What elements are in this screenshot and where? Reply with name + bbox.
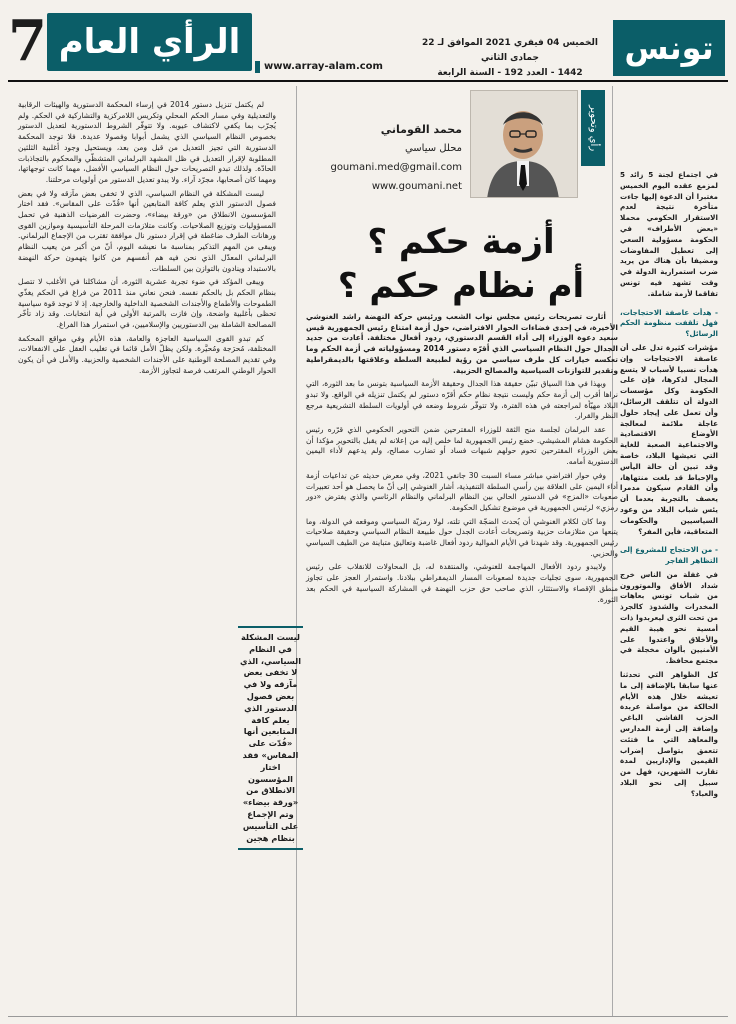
- paragraph: في اجتماع لجنة 5 زائد 5 لمزمع عقده اليوم الخميس مغتبرا أن الدعوة إليها جاءت متأخرة نتيجة لعدم الاستقرار الحكومي محملا «بعض الأطراف» في الحكومة مسؤولية السعي إلى تعطيل المفاوضات ومضيفا بأن هناك من يريد ضرب استمرارية الدولة في وقت تشهد فيه تونس تفاقما لأزمة شاملة.: [620, 170, 718, 298]
- newspaper-logo[interactable]: الرأي العام: [47, 13, 252, 71]
- paragraph: ليست المشكلة في النظام السياسي، الذي لا تخفى بعض مآزقه ولا في بعض فصول الدستور الذي يعلم كافة المتابعين أنها «قُدّت على المقاس». فقد اختار المؤسسون الانطلاق من «ورقة بيضاء»، وحضرت الفرضيات الذهنية في تحمل المسؤوليات وتوزيع الصلاحيات. وكانت متلازمات المرحلة التأسيسية وموازين القوى ورهانات الطرف ضاغطة في إقرار دستور نال موافقة تقترب من الإجماع البرلماني. ويبقى من المهم التذكير بمناسبة ما نعيشه اليوم، أنّ من أكبر من يعيب النظام البرلماني المعدّل الذي نحن فيه هم أنفسهم من كانوا يتهمون حركة النهضة بالاستبداد وينادون بالتوازن بين السلطات.: [18, 188, 276, 273]
- article-headline: [306, 220, 616, 308]
- author-website[interactable]: www.goumani.net: [371, 181, 462, 192]
- paragraph: لم يكتمل تنزيل دستور 2014 في إرساء المحكمة الدستورية والهيئات الرقابية والتعديلية وفي مسار الحكم المحلي وتكريس اللامركزية والتشاركية في الحكم. ولم يُجرّب بما يكفي لاكتشاف عيوبه. ولا تتوفّر الشروط الدستورية لتعديل الدستور بخصوص النظام السياسي الذي يشمل أبوابا وفصولا عديدة. فلا توجد المحكمة الدستورية التي تجيز التعديل من قبل ومن بعد، ويستحيل وجود أغلبية الثلثين المطلوبة لإقرار التعديل في ظل المشهد البرلماني المتشظّي والمحكوم بالتجاذبات الحادّة. ولذلك تبدو التصريحات حول النظام السياسي الأفضل، مهما كانت توجهاتها، ومهما كان أصحابها، مجرّد آراء. ولا يبدو تعديل الدستور من أولويات مرحلتنا.: [18, 100, 276, 184]
- date-line: الخميس 04 فيفري 2021 الموافق لـ 22 جمادى الثاني: [422, 38, 598, 63]
- article-body-middle: [306, 312, 618, 608]
- bottom-divider: [8, 1016, 728, 1017]
- right-sidebar-column: [620, 170, 718, 803]
- paragraph: مؤشرات كثيرة تدل على أن عاصفة الاحتجاجات وإن هدأت نسبيا لأسباب لا يتسع المجال لذكرها، فإن على الحكومة وكل مؤسسات الدولة أن تتلقف الرسائل، وأن تعمل على إيجاد حلول عاجلة ملائمة لمعالجة الأوضاع الاقتصادية والاجتماعية الصعبة للغاية التي تعيشها البلاد، خاصة وقد تبين أن حالة اليأس والإحباط قد بلغت منتهاها، وأن القادم سيكون مدمرا يعصف بالتجربة بعدما أن يئس شباب البلاد من وعود السياسيين والحكومات المتعاقبة، فأين المفر؟: [620, 342, 718, 536]
- paragraph: في غفلة من الناس خرج شداد الأفاق والموتورون من شباب تونس بعاهات المخدرات والشذوذ كالجرذ من تحت الثرى ليعربدوا ذات أمسية نحو هيبة القيم والأخلاق واعتدوا على الأمنيين بألوان مخجلة في مجتمع محافظ.: [620, 569, 718, 666]
- author-photo: [470, 90, 578, 198]
- paragraph: - من الاحتجاج للمشروع إلى التظاهر الفاجر: [620, 545, 718, 566]
- column-tag: رأي وتحوير: [581, 90, 605, 166]
- author-role: محلل سياسي: [404, 143, 462, 154]
- headline-line-1: أزمة حكم ؟: [367, 222, 555, 262]
- paragraph: أثارت تصريحات رئيس مجلس نواب الشعب ورئيس حركة النهضة راشد الغنوشي الأخيرة، في إحدى فضاءات الحوار الافتراضي، حول أزمة امتناع رئيس الجمهورية قيس سعيد دعوة الوزراء إلى أداء القسم الدستوري، ردود أفعال مختلفة. أعادت من جديد الجدال حول النظام السياسي الذي أقرّه دستور 2014 ومسؤولياته في أزمة الحكم وما تعكسه خيارات كل طرف سياسي من رؤية لطبيعة السلطة وعلاقتها بالديمقراطية وتقدير للتوازنات السياسية والمصالح الحزبية.: [306, 312, 619, 375]
- website-link[interactable]: www.array-alam.com: [264, 61, 383, 72]
- column-divider: [296, 86, 297, 1016]
- section-label: تونس: [613, 20, 725, 76]
- page-number: 7: [8, 8, 47, 74]
- paragraph: - هدأت عاصفة الاحتجاجات، فهل تلقفت منظومة الحكم الرسائل؟: [620, 307, 718, 339]
- paragraph: وفي حوار افتراضي مباشر مساء السبت 30 جانفي 2021، وفي معرض حديثه عن تداعيات أزمة أداء اليمين على العلاقة بين رأسي السلطة التنفيذية، أشار الغنوشي إلى أنّ ما يحصل هو أحد تعبيرات صعوبات «المزج» في الدستور الحالي بين النظام البرلماني والنظام الرئاسي والذي يفترض «دور رمزي» لرئيس الجمهورية في موضوع تشكيل الحكومة.: [306, 470, 618, 512]
- website-marker: [255, 61, 260, 73]
- pull-quote: ليست المشكلة في النظام السياسي، الذي لا تخفى بعض مآزقه ولا في بعض فصول الدستور الذي يعلم كافة المتابعين أنها «قُدّت على المقاس» فقد اختار المؤسسون الانطلاق من «ورقة بيضاء» وتم الإجماع على التأسيس بنظام هجين: [238, 622, 303, 854]
- author-name: محمد القوماني: [380, 123, 462, 136]
- paragraph: ولايبدو ردود الأفعال المهاجمة للغنوشي، والمنتقدة له، بل المحاولات للانقلاب على رئيس الجمهورية، سوى تجليات جديدة لصعوبات المسار الديمقراطي ببلادنا. واستمرار العجز على تجاوز منطق الإقصاء والاستئثار، الذي صاحب حق حزب النهضة في المشاركة السياسية في الحكم بعد الثورة.: [306, 562, 618, 604]
- paragraph: وما كان لكلام الغنوشي أن يُحدث الضجّة التي تلته، لولا رمزيّة السياسي وموقعه في الدولة، وما يتبعها من متلازمات حزبية وتصريحات أعادت الجدل حول طبيعة النظام السياسي وحقيقة صلاحيات رئيس الجمهورية. وقد شهدنا في الأيام الموالية ردود أفعال غاضبة وتعاليق متباينة من الطيف السياسي والحزبي.: [306, 516, 618, 558]
- paragraph: وبهذا في هذا السياق تبيّن حقيقة هذا الجدال وحقيقة الأزمة السياسية بتونس ما بعد الثورة، التي نراها أقرب إلى أزمة حكم وليست نتيجة نظام حكم أقرّه دستور لم يكتمل تنزيله في الواقع. ولا تبدو البلاد مهيّأة لمراجعته في هذه الفترة، ولا تتوفّر شروط وضعه في أولويات السلطة التشريعية مرجع النظر والقرار.: [306, 379, 618, 421]
- issue-line: 1442 - العدد 192 - السنة الرابعة: [437, 68, 583, 78]
- author-portrait-icon: [470, 91, 577, 198]
- paragraph: عقد البرلمان لجلسة منح الثقة للوزراء المقترحين ضمن التحوير الحكومي الذي قرّره رئيس الحكومة هشام المشيشي. خضع رئيس الجمهورية لما خلص إليه من إعلانه لم يقبل بالتحوير مؤكدا أن بعض الوزراء المقترحين تحوم حولهم شبهات فساد أو تضارب مصالح، ولم يدعهم لأداء اليمين الدستورية أمامه.: [306, 425, 618, 467]
- author-email[interactable]: goumani.med@gmail.com: [330, 162, 462, 173]
- author-info: [312, 120, 462, 198]
- paragraph: كل الظواهر التي تحدثنا عنها سابقا بالإضافة إلى ما تعيشه خلال هذه الأيام الحالكة من مواصلة عربدة الحزب الفاشي الباغي وإضافة إلى أزمة المدارس والمعاهد التي ما فتئت تتعمق بتواصل إضراب القيمين والإداريين لمدة تقارب الشهرين، فهل من سبيل إلى نحو البلاد والعباد؟: [620, 670, 718, 798]
- paragraph: كم تبدو القوى السياسية العاجزة والعامة، هذه الأيام وفي مواقع المحكمة المختلفة، مُحرَجة ومُحيَّرة. ولكن يظلّ الأمل قائما في تغليب العقل على الانفعالات، وفي تقديم المصلحة الوطنية على الأجندات الشخصية والحزبية. والأمل في أن يكون الحوار الوطني المرتقب فرصة لتجاوز الأزمة.: [18, 333, 276, 375]
- issue-dateline: [416, 36, 604, 81]
- paragraph: ويبقى المؤكد في ضوء تجربة عشرية الثورة، أن مشاكلنا في الأغلب لا تتصل بنظام الحكم بل بالحكم نفسه. فنحن نعاني منذ 2011 من فراغ في الحكم يغذّي الطموحات والأطماع والأجندات الشخصية الداخلية والخارجية. إذ لا توجد قوة سياسية تحظى بأغلبية واضحة، وإن فازت بالمرتبة الأولى في أية انتخابات. وقد زاد تأخّر المصالحة الشاملة بين الدستوريين والإسلاميين، في استمرار هذا الفراغ.: [18, 277, 277, 330]
- header-divider: [8, 80, 728, 82]
- masthead: [0, 0, 736, 86]
- article-body-left: [18, 100, 276, 380]
- headline-line-2: أم نظام حكم ؟: [337, 266, 585, 306]
